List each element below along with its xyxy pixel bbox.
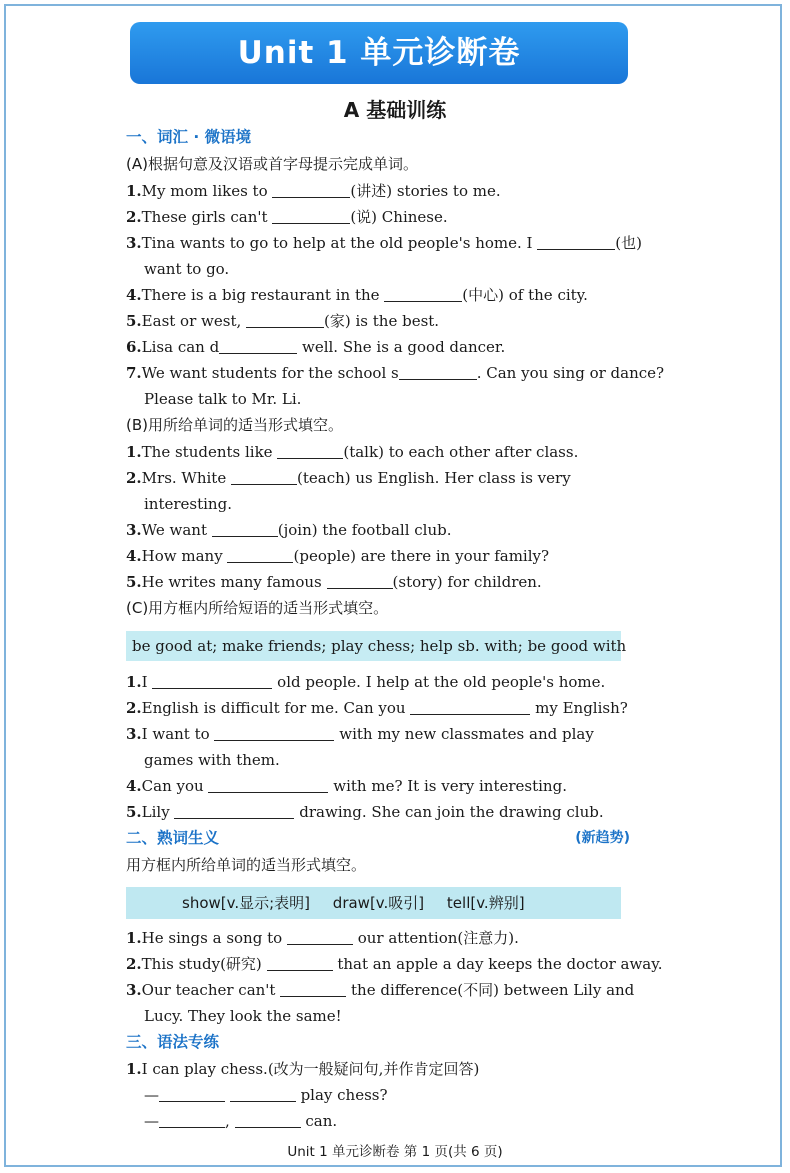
- answer-blank[interactable]: [384, 285, 462, 302]
- word-option: draw[v.吸引]: [332, 894, 425, 912]
- part2-heading: 二、熟词生义: [126, 829, 220, 847]
- question-row: 2.Mrs. White (teach) us English. Her class is very: [126, 469, 571, 487]
- answer-blank[interactable]: [227, 546, 293, 563]
- question-row: 3.I want to with my new classmates and play: [126, 725, 594, 743]
- part1-b-instruction: (B)用所给单词的适当形式填空。: [126, 416, 343, 434]
- word-box: [126, 887, 621, 919]
- page-footer: Unit 1 单元诊断卷 第 1 页(共 6 页): [287, 1144, 503, 1160]
- answer-blank[interactable]: [277, 442, 343, 459]
- answer-blank[interactable]: [212, 520, 278, 537]
- answer-blank[interactable]: [159, 1085, 225, 1102]
- answer-blank[interactable]: [537, 233, 615, 250]
- question-row: 1.The students like (talk) to each other after class.: [126, 443, 579, 461]
- question-continuation: want to go.: [144, 260, 230, 278]
- question-row: 2.This study(研究) that an apple a day keeps the doctor away.: [126, 955, 663, 973]
- question-row: 3.Tina wants to go to help at the old people's home. I (也): [126, 234, 642, 252]
- part1-c-instruction: (C)用方框内所给短语的适当形式填空。: [126, 599, 389, 617]
- answer-blank[interactable]: [214, 724, 334, 741]
- answer-line: — , can.: [144, 1112, 338, 1130]
- answer-blank[interactable]: [287, 928, 353, 945]
- answer-blank[interactable]: [272, 207, 350, 224]
- answer-blank[interactable]: [230, 1085, 296, 1102]
- question-row: 5.East or west, (家) is the best.: [126, 312, 440, 330]
- section-a-title: A 基础训练: [343, 98, 447, 122]
- answer-blank[interactable]: [246, 311, 324, 328]
- answer-blank[interactable]: [152, 672, 272, 689]
- page-title: Unit 1 单元诊断卷: [130, 22, 628, 84]
- question-row: 3.Our teacher can't the difference(不同) between Lily and: [126, 981, 635, 999]
- answer-blank[interactable]: [208, 776, 328, 793]
- question-row: 2.English is difficult for me. Can you my English?: [126, 699, 628, 717]
- part2-instruction: 用方框内所给单词的适当形式填空。: [126, 856, 367, 874]
- question-row: 1.My mom likes to (讲述) stories to me.: [126, 182, 501, 200]
- question-continuation: interesting.: [144, 495, 232, 513]
- answer-blank[interactable]: [231, 468, 297, 485]
- answer-blank[interactable]: [174, 802, 294, 819]
- answer-blank[interactable]: [235, 1111, 301, 1128]
- question-row: 6.Lisa can d well. She is a good dancer.: [126, 338, 506, 356]
- worksheet-content: [126, 124, 665, 1134]
- question-row: 4.There is a big restaurant in the (中心) of the city.: [126, 286, 588, 304]
- question-continuation: Lucy. They look the same!: [144, 1007, 342, 1025]
- answer-line: — play chess?: [144, 1086, 388, 1104]
- question-row: 7.We want students for the school s . Can you sing or dance?: [126, 364, 665, 382]
- question-continuation: games with them.: [144, 751, 280, 769]
- answer-blank[interactable]: [159, 1111, 225, 1128]
- answer-blank[interactable]: [399, 363, 477, 380]
- answer-blank[interactable]: [410, 698, 530, 715]
- word-option: show[v.显示;表明]: [182, 894, 311, 912]
- part2-header: [126, 825, 630, 852]
- question-row: 1.I old people. I help at the old people's home.: [126, 673, 606, 691]
- answer-blank[interactable]: [327, 572, 393, 589]
- phrase-box: be good at; make friends; play chess; help sb. with; be good with: [126, 631, 621, 661]
- part1-heading: 一、词汇 · 微语境: [126, 128, 252, 146]
- part1-a-instruction: (A)根据句意及汉语或首字母提示完成单词。: [126, 155, 418, 173]
- question-row: 4.How many (people) are there in your family?: [126, 547, 550, 565]
- question-row: 5.Lily drawing. She can join the drawing club.: [126, 803, 604, 821]
- question-row: 2.These girls can't (说) Chinese.: [126, 208, 448, 226]
- answer-blank[interactable]: [267, 954, 333, 971]
- answer-blank[interactable]: [219, 337, 297, 354]
- question-row: 1.He sings a song to our attention(注意力).: [126, 929, 519, 947]
- answer-blank[interactable]: [272, 181, 350, 198]
- word-option: tell[v.辨别]: [446, 894, 525, 912]
- question-row: 4.Can you with me? It is very interesting.: [126, 777, 567, 795]
- question-continuation: Please talk to Mr. Li.: [144, 390, 302, 408]
- question-row: 3.We want (join) the football club.: [126, 521, 452, 539]
- answer-blank[interactable]: [280, 980, 346, 997]
- trend-badge: (新趋势): [575, 830, 630, 846]
- part3-heading: 三、语法专练: [126, 1033, 220, 1051]
- question-row: 1.I can play chess.(改为一般疑问句,并作肯定回答): [126, 1060, 480, 1078]
- question-row: 5.He writes many famous (story) for children.: [126, 573, 542, 591]
